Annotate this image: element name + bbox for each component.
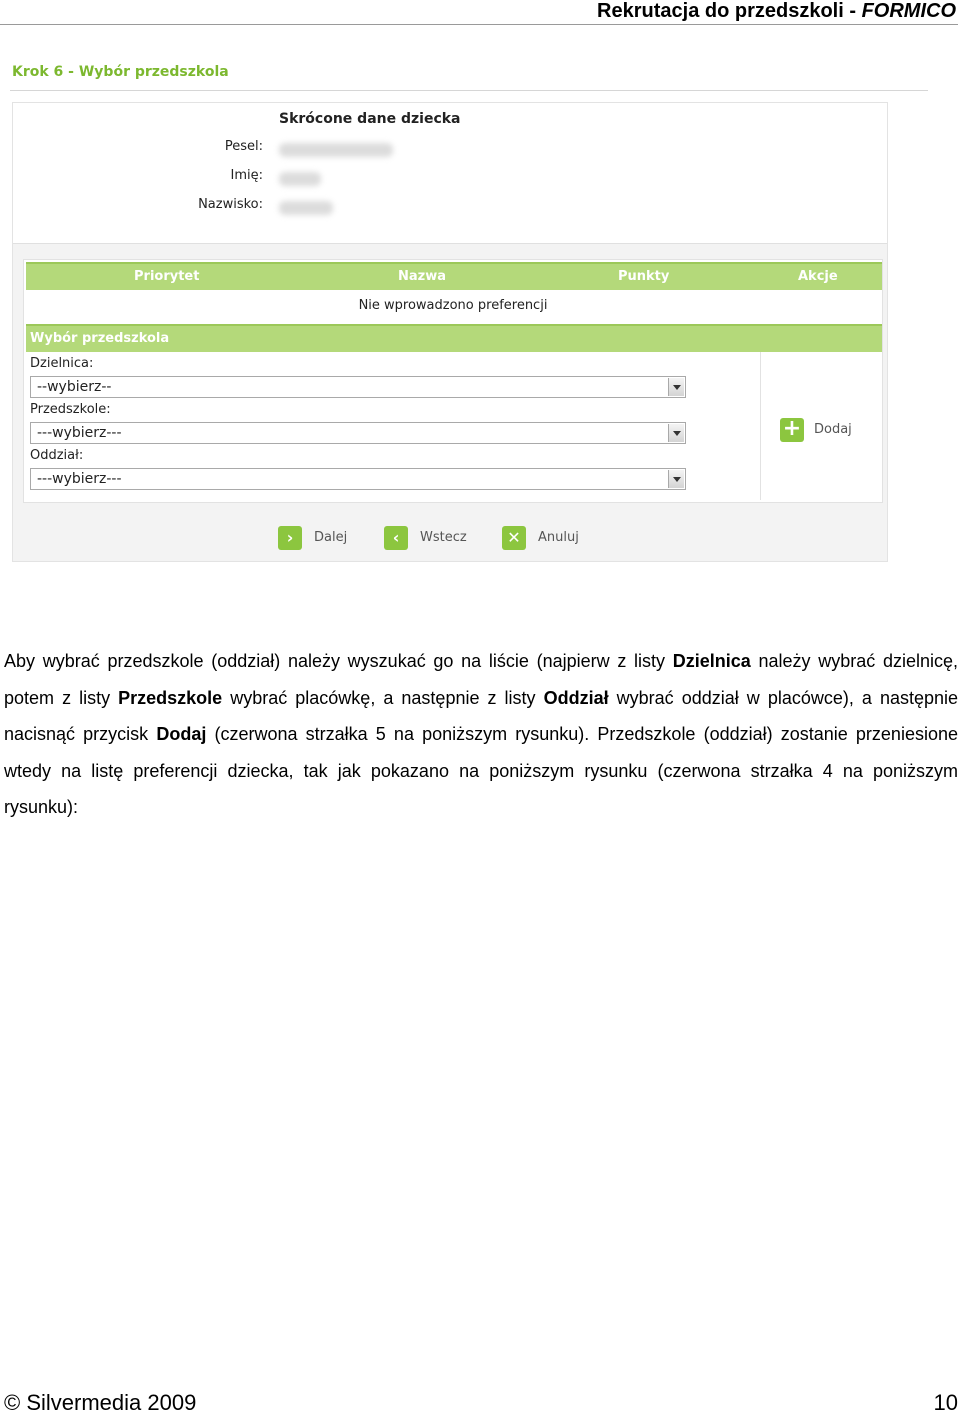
next-button-label: Dalej	[314, 530, 348, 545]
bold-dzielnica: Dzielnica	[672, 651, 751, 671]
add-button-label: Dodaj	[814, 422, 852, 437]
first-name-value-blurred	[279, 172, 321, 186]
oddzial-select[interactable]	[30, 468, 686, 490]
step-divider	[10, 90, 928, 91]
chevron-down-icon[interactable]	[668, 424, 684, 442]
column-priorytet: Priorytet	[134, 269, 200, 284]
child-data-box	[13, 103, 887, 244]
przedszkole-select-value: ---wybierz---	[37, 425, 122, 441]
dzielnica-label: Dzielnica:	[30, 356, 94, 371]
selection-header	[26, 324, 882, 352]
chevron-right-icon: ›	[278, 526, 302, 550]
bold-oddzial: Oddział	[543, 687, 609, 708]
cancel-button-label: Anuluj	[538, 530, 579, 545]
last-name-label: Nazwisko:	[198, 197, 263, 212]
empty-preferences-message: Nie wprowadzono preferencji	[358, 298, 548, 313]
instruction-paragraph	[4, 643, 958, 826]
dzielnica-select[interactable]	[30, 376, 686, 398]
paragraph-text: Aby wybrać przedszkole (oddział) należy wyszukać go na liście (najpierw z listy	[4, 651, 673, 671]
paragraph-text: (czerwona strzałka 5 na poniższym rysunku). Przedszkole (oddział) zostanie przeniesione wtedy na listę preferencji dziecka, tak jak pokazano na poniższym rysunku (czerwona strzałka 4 na poniższym rysunku):	[4, 724, 958, 817]
przedszkole-label: Przedszkole:	[30, 402, 111, 417]
title-prefix: Rekrutacja do przedszkoli -	[597, 0, 862, 22]
paragraph-text: wybrać placówkę, a następnie z listy	[222, 687, 544, 708]
bold-dodaj: Dodaj	[156, 724, 207, 744]
przedszkole-select[interactable]	[30, 422, 686, 444]
column-akcje: Akcje	[798, 269, 838, 284]
document-title	[597, 0, 956, 23]
selection-title: Wybór przedszkola	[30, 331, 170, 346]
oddzial-select-value: ---wybierz---	[37, 471, 122, 487]
pesel-value-blurred	[279, 143, 393, 157]
dzielnica-select-value: --wybierz--	[37, 379, 112, 395]
close-icon: ✕	[502, 526, 526, 550]
page-header	[0, 0, 958, 25]
oddzial-label: Oddział:	[30, 448, 84, 463]
form-panel	[12, 102, 888, 562]
back-button-label: Wstecz	[420, 530, 467, 545]
column-punkty: Punkty	[618, 269, 670, 284]
step-title: Krok 6 - Wybór przedszkola	[12, 64, 229, 80]
bold-przedszkole: Przedszkole	[118, 687, 223, 708]
child-data-title: Skrócone dane dziecka	[279, 111, 461, 127]
chevron-down-icon[interactable]	[668, 378, 684, 396]
column-nazwa: Nazwa	[398, 269, 447, 284]
pesel-label: Pesel:	[224, 139, 263, 154]
paragraph-text: wybrać oddział w placówce), a następnie nacisnąć przycisk	[4, 687, 959, 744]
preferences-table-header	[26, 262, 882, 290]
title-brand: FORMICO	[861, 0, 956, 22]
chevron-down-icon[interactable]	[668, 470, 684, 488]
first-name-label: Imię:	[230, 168, 263, 183]
last-name-value-blurred	[279, 201, 333, 215]
selection-form	[26, 352, 761, 500]
paragraph-text: należy wybrać dzielnicę, potem z listy	[4, 651, 958, 708]
screenshot	[10, 52, 930, 562]
footer-copyright: © Silvermedia 2009	[4, 1390, 197, 1415]
chevron-left-icon: ‹	[384, 526, 408, 550]
preferences-area	[23, 259, 883, 503]
page-number: 10	[933, 1390, 958, 1415]
plus-icon: +	[780, 418, 804, 442]
